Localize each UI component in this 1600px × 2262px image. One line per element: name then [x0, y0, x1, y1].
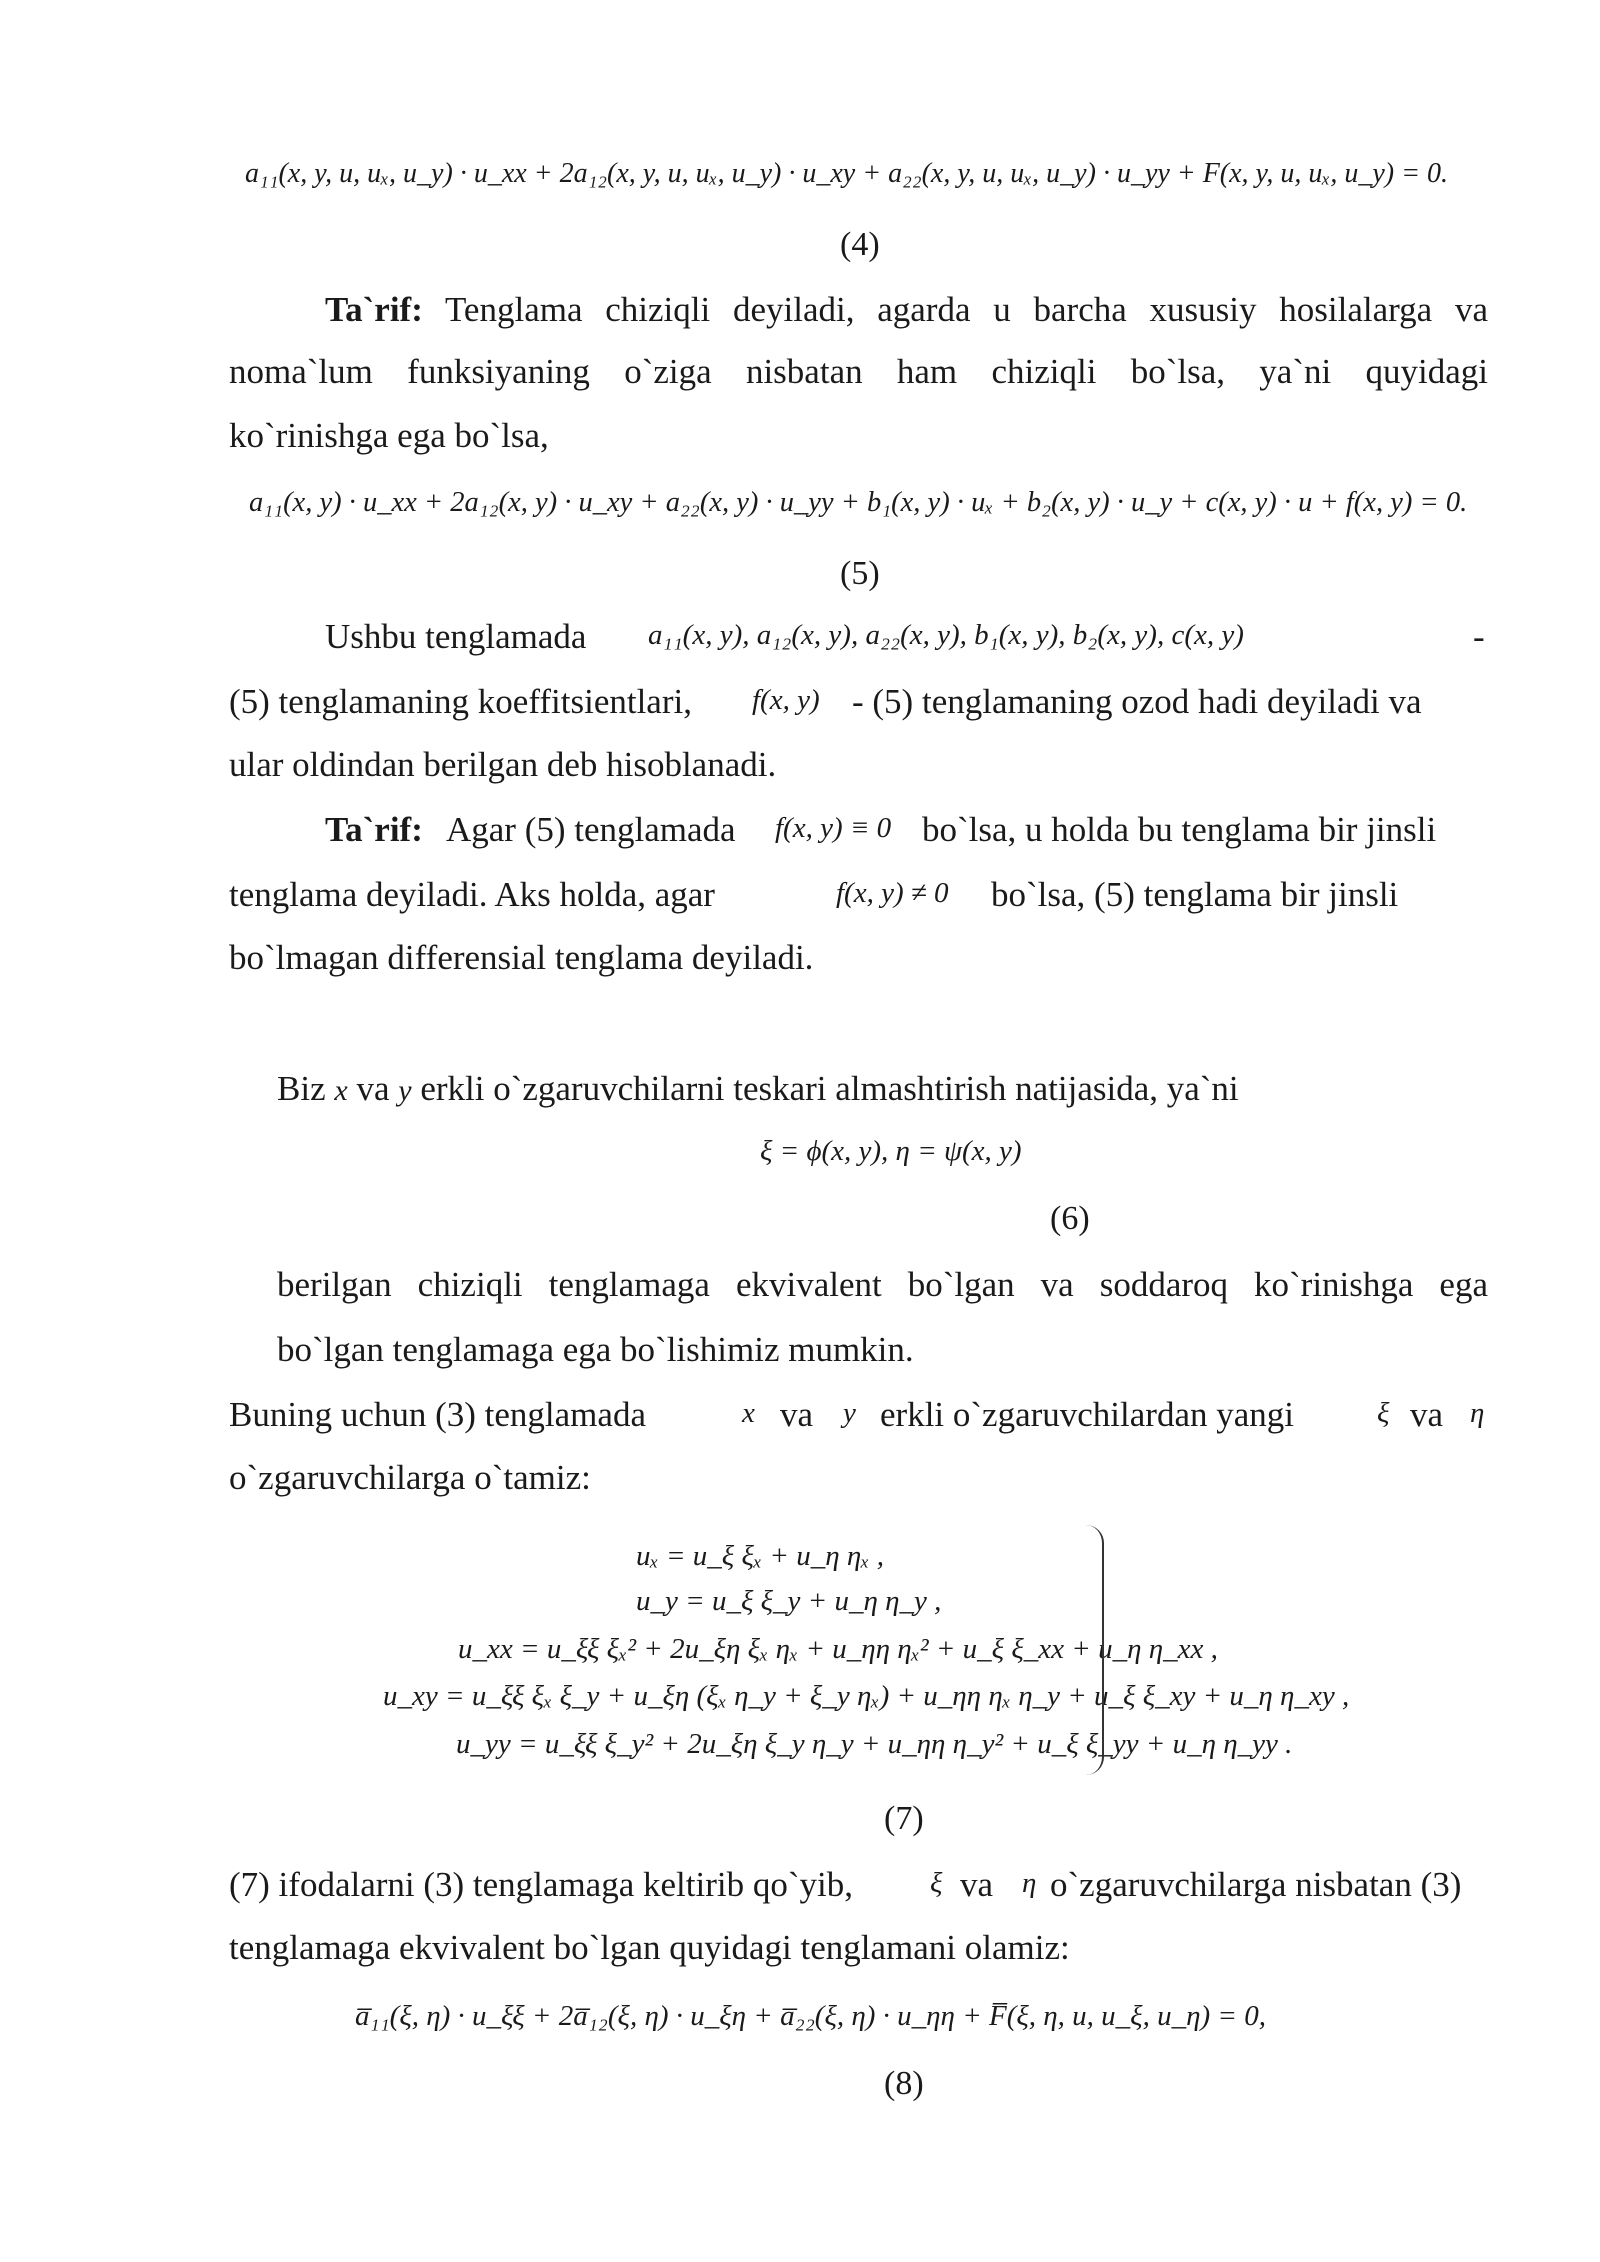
eq7-line-4: u_xy = u_ξξ ξₓ ξ_y + u_ξη (ξₓ η_y + ξ_y ηₓ) + u_ηη ηₓ η_y + u_ξ ξ_xy + u_η η_xy ,	[383, 1680, 1350, 1712]
var-x: x	[334, 1074, 348, 1107]
change-va-1: va	[780, 1395, 814, 1434]
equation-5: a₁₁(x, y) · u_xx + 2a₁₂(x, y) · u_xy + a₂₂(x, y) · u_yy + b₁(x, y) · uₓ + b₂(x, y) · u_y + c(x, y) · u + f(x, y) = 0.	[249, 487, 1468, 518]
equation-number-7: (7)	[884, 1800, 924, 1837]
final-var-xi: ξ	[930, 1867, 943, 1899]
change-var-y: y	[843, 1397, 856, 1429]
equation-number-6: (6)	[1050, 1200, 1090, 1237]
definition-2-text-a: Agar (5) tenglamada	[446, 810, 736, 849]
final-text-a: (7) ifodalarni (3) tenglamaga keltirib qo`yib,	[229, 1865, 853, 1904]
change-text-b: erkli o`zgaruvchilardan yangi	[880, 1395, 1294, 1434]
equation-4: a₁₁(x, y, u, uₓ, u_y) · u_xx + 2a₁₂(x, y, u, uₓ, u_y) · u_xy + a₂₂(x, y, u, uₓ, u_y) · u_yy + F(x, y, u, uₓ, u_y) = 0.	[245, 158, 1449, 189]
eq7-line-3: u_xx = u_ξξ ξₓ² + 2u_ξη ξₓ ηₓ + u_ηη ηₓ² + u_ξ ξ_xx + u_η η_xx ,	[458, 1633, 1218, 1665]
subst-line-1	[277, 1067, 1239, 1113]
definition-2-label: Ta`rif:	[325, 810, 423, 849]
coef-line-2b: - (5) tenglamaning ozod hadi deyiladi va	[852, 682, 1422, 721]
definition-2-text-b: bo`lsa, u holda bu tenglama bir jinsli	[922, 810, 1437, 849]
equation-number-4: (4)	[840, 226, 880, 263]
eq7-line-1: uₓ = u_ξ ξₓ + u_η ηₓ ,	[636, 1540, 884, 1572]
subst-line-2: berilgan chiziqli tenglamaga ekvivalent bo`lgan va soddaroq ko`rinishga ega	[277, 1265, 1488, 1304]
change-line-2: o`zgaruvchilarga o`tamiz:	[229, 1458, 591, 1497]
coef-line-3: ular oldindan berilgan deb hisoblanadi.	[229, 745, 777, 784]
eq7-line-2: u_y = u_ξ ξ_y + u_η η_y ,	[636, 1585, 942, 1617]
equation-number-8: (8)	[884, 2065, 924, 2102]
final-va: va	[960, 1865, 994, 1904]
change-va-2: va	[1410, 1395, 1444, 1434]
coef-fxy: f(x, y)	[752, 684, 820, 716]
right-brace	[1080, 1525, 1104, 1775]
coef-dash: -	[1473, 617, 1485, 656]
definition-2-f-neq: f(x, y) ≠ 0	[836, 877, 949, 909]
coef-lead: Ushbu tenglamada	[325, 617, 587, 656]
final-line-2: tenglamaga ekvivalent bo`lgan quyidagi tenglamani olamiz:	[229, 1928, 1070, 1967]
subst-text-biz: Biz	[277, 1069, 326, 1108]
definition-text: Tenglama chiziqli deyiladi, agarda u barcha xususiy hosilalarga va	[445, 290, 1488, 329]
subst-text-rest: erkli o`zgaruvchilarni teskari almashtirish natijasida, ya`ni	[420, 1069, 1239, 1108]
definition-2-line-2a: tenglama deyiladi. Aks holda, agar	[229, 875, 715, 914]
definition-label: Ta`rif:	[325, 290, 423, 329]
final-var-eta: η	[1022, 1867, 1037, 1899]
change-var-eta: η	[1470, 1397, 1485, 1429]
definition-1-line-1	[325, 288, 1488, 332]
final-text-b: o`zgaruvchilarga nisbatan (3)	[1050, 1865, 1462, 1904]
equation-number-5: (5)	[840, 555, 880, 592]
coef-line-2a: (5) tenglamaning koeffitsientlari,	[229, 682, 692, 721]
subst-line-3: bo`lgan tenglamaga ega bo`lishimiz mumkin.	[277, 1330, 914, 1369]
equation-6: ξ = ϕ(x, y), η = ψ(x, y)	[760, 1135, 1022, 1167]
change-var-x: x	[742, 1397, 755, 1429]
equation-8: a̅₁₁(ξ, η) · u_ξξ + 2a̅₁₂(ξ, η) · u_ξη + a̅₂₂(ξ, η) · u_ηη + F̅(ξ, η, u, u_ξ, u_η) = 0,	[355, 2000, 1266, 2032]
definition-1-line-3: ko`rinishga ega bo`lsa,	[229, 416, 549, 455]
eq7-line-5: u_yy = u_ξξ ξ_y² + 2u_ξη ξ_y η_y + u_ηη η_y² + u_ξ ξ_yy + u_η η_yy .	[456, 1728, 1293, 1760]
change-var-xi: ξ	[1377, 1397, 1390, 1429]
subst-text-va: va	[356, 1069, 390, 1108]
coef-list: a₁₁(x, y), a₁₂(x, y), a₂₂(x, y), b₁(x, y), b₂(x, y), c(x, y)	[648, 619, 1244, 651]
change-text-a: Buning uchun (3) tenglamada	[229, 1395, 646, 1434]
definition-2-line-2b: bo`lsa, (5) tenglama bir jinsli	[991, 875, 1399, 914]
definition-2-line-3: bo`lmagan differensial tenglama deyiladi.	[229, 938, 814, 977]
definition-1-line-2: noma`lum funksiyaning o`ziga nisbatan ham chiziqli bo`lsa, ya`ni quyidagi	[229, 352, 1488, 391]
var-y: y	[398, 1074, 412, 1107]
definition-2-f-equiv: f(x, y) ≡ 0	[775, 812, 892, 844]
